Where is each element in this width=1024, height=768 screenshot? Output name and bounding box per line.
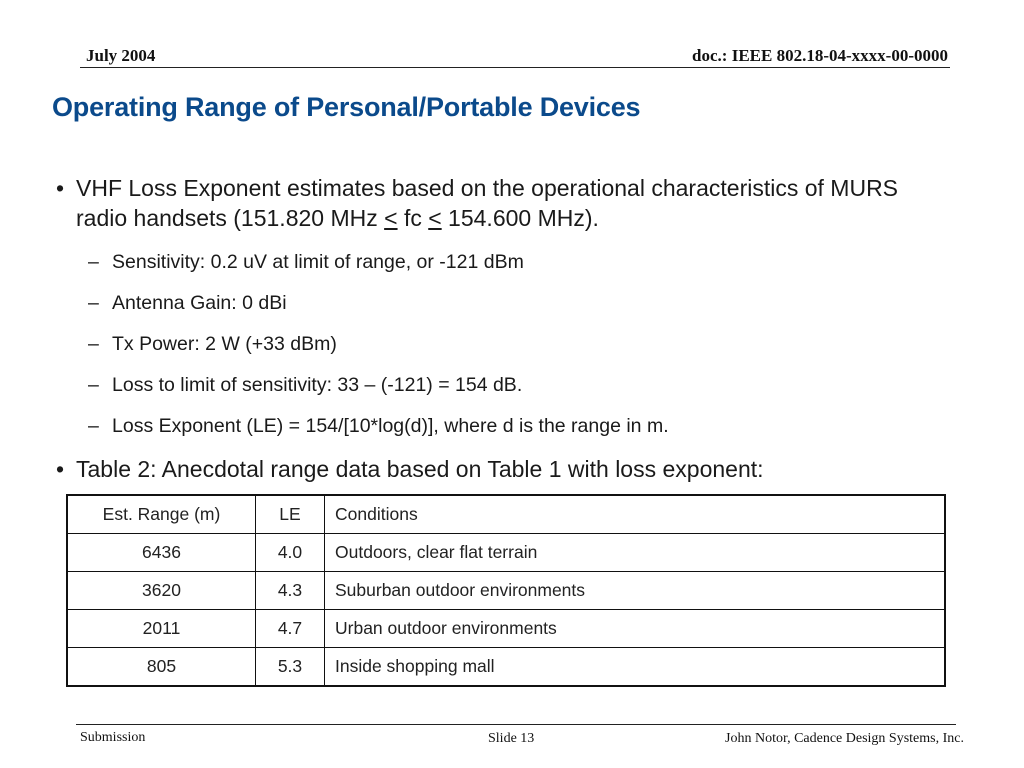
table-row bbox=[67, 648, 945, 687]
table-header-cell: Est. Range (m) bbox=[67, 495, 256, 534]
sub-item-marker: – bbox=[88, 251, 99, 273]
sub-item-marker: – bbox=[88, 415, 99, 437]
table-row bbox=[67, 572, 945, 610]
table-header-cell: LE bbox=[256, 495, 325, 534]
bullet-marker: • bbox=[56, 456, 65, 482]
table-cell-le: 4.3 bbox=[256, 572, 325, 610]
sub-item-text: Loss to limit of sensitivity: 33 – (-121) = 154 dB. bbox=[112, 374, 523, 396]
table-cell-conditions: Urban outdoor environments bbox=[325, 610, 946, 648]
less-equal-symbol: < bbox=[428, 205, 442, 231]
table-cell-le: 4.7 bbox=[256, 610, 325, 648]
table-cell-range: 2011 bbox=[67, 610, 256, 648]
table-cell-conditions: Suburban outdoor environments bbox=[325, 572, 946, 610]
sub-item-text: Antenna Gain: 0 dBi bbox=[112, 292, 287, 314]
sub-item-marker: – bbox=[88, 333, 99, 355]
table-cell-le: 4.0 bbox=[256, 534, 325, 572]
sub-item-text: Loss Exponent (LE) = 154/[10*log(d)], where d is the range in m. bbox=[112, 415, 669, 437]
bullet-text-part: 154.600 MHz). bbox=[441, 205, 599, 231]
sub-item-tx-power bbox=[88, 332, 337, 356]
sub-item-antenna-gain bbox=[88, 291, 287, 315]
sub-item-marker: – bbox=[88, 374, 99, 396]
bullet-text bbox=[56, 173, 926, 233]
bullet-table-intro bbox=[56, 454, 926, 484]
sub-item-text: Tx Power: 2 W (+33 dBm) bbox=[112, 333, 337, 355]
bullet-text-part: fc bbox=[397, 205, 429, 231]
less-equal-symbol: < bbox=[384, 205, 398, 231]
header-divider bbox=[80, 67, 950, 68]
footer-divider bbox=[76, 724, 956, 725]
table-cell-conditions: Outdoors, clear flat terrain bbox=[325, 534, 946, 572]
footer-submission: Submission bbox=[80, 730, 146, 745]
table-cell-conditions: Inside shopping mall bbox=[325, 648, 946, 687]
header-date: July 2004 bbox=[86, 46, 156, 65]
table-cell-range: 3620 bbox=[67, 572, 256, 610]
bullet-marker: • bbox=[56, 175, 65, 201]
sub-item-loss-to-limit bbox=[88, 373, 522, 397]
table-cell-range: 6436 bbox=[67, 534, 256, 572]
table-header-cell: Conditions bbox=[325, 495, 946, 534]
table-header-row bbox=[67, 495, 945, 534]
sub-item-text: Sensitivity: 0.2 uV at limit of range, or -121 dBm bbox=[112, 251, 524, 273]
header-doc-id: doc.: IEEE 802.18-04-xxxx-00-0000 bbox=[692, 46, 948, 65]
sub-item-sensitivity bbox=[88, 250, 524, 274]
table-cell-range: 805 bbox=[67, 648, 256, 687]
footer-slide-number: Slide 13 bbox=[488, 731, 535, 746]
sub-item-marker: – bbox=[88, 292, 99, 314]
slide-title: Operating Range of Personal/Portable Devices bbox=[52, 92, 641, 122]
sub-item-loss-exponent-formula bbox=[88, 414, 669, 438]
bullet-text: Table 2: Anecdotal range data based on Table 1 with loss exponent: bbox=[76, 456, 764, 482]
table-row bbox=[67, 534, 945, 572]
range-data-table bbox=[66, 494, 946, 687]
bullet-text-part: VHF Loss Exponent estimates based on the operational characteristics of MURS radio handsets (151.820 MHz bbox=[76, 175, 899, 231]
footer-author: John Notor, Cadence Design Systems, Inc. bbox=[725, 731, 964, 746]
table-row bbox=[67, 610, 945, 648]
table-cell-le: 5.3 bbox=[256, 648, 325, 687]
bullet-loss-exponent bbox=[56, 173, 926, 233]
